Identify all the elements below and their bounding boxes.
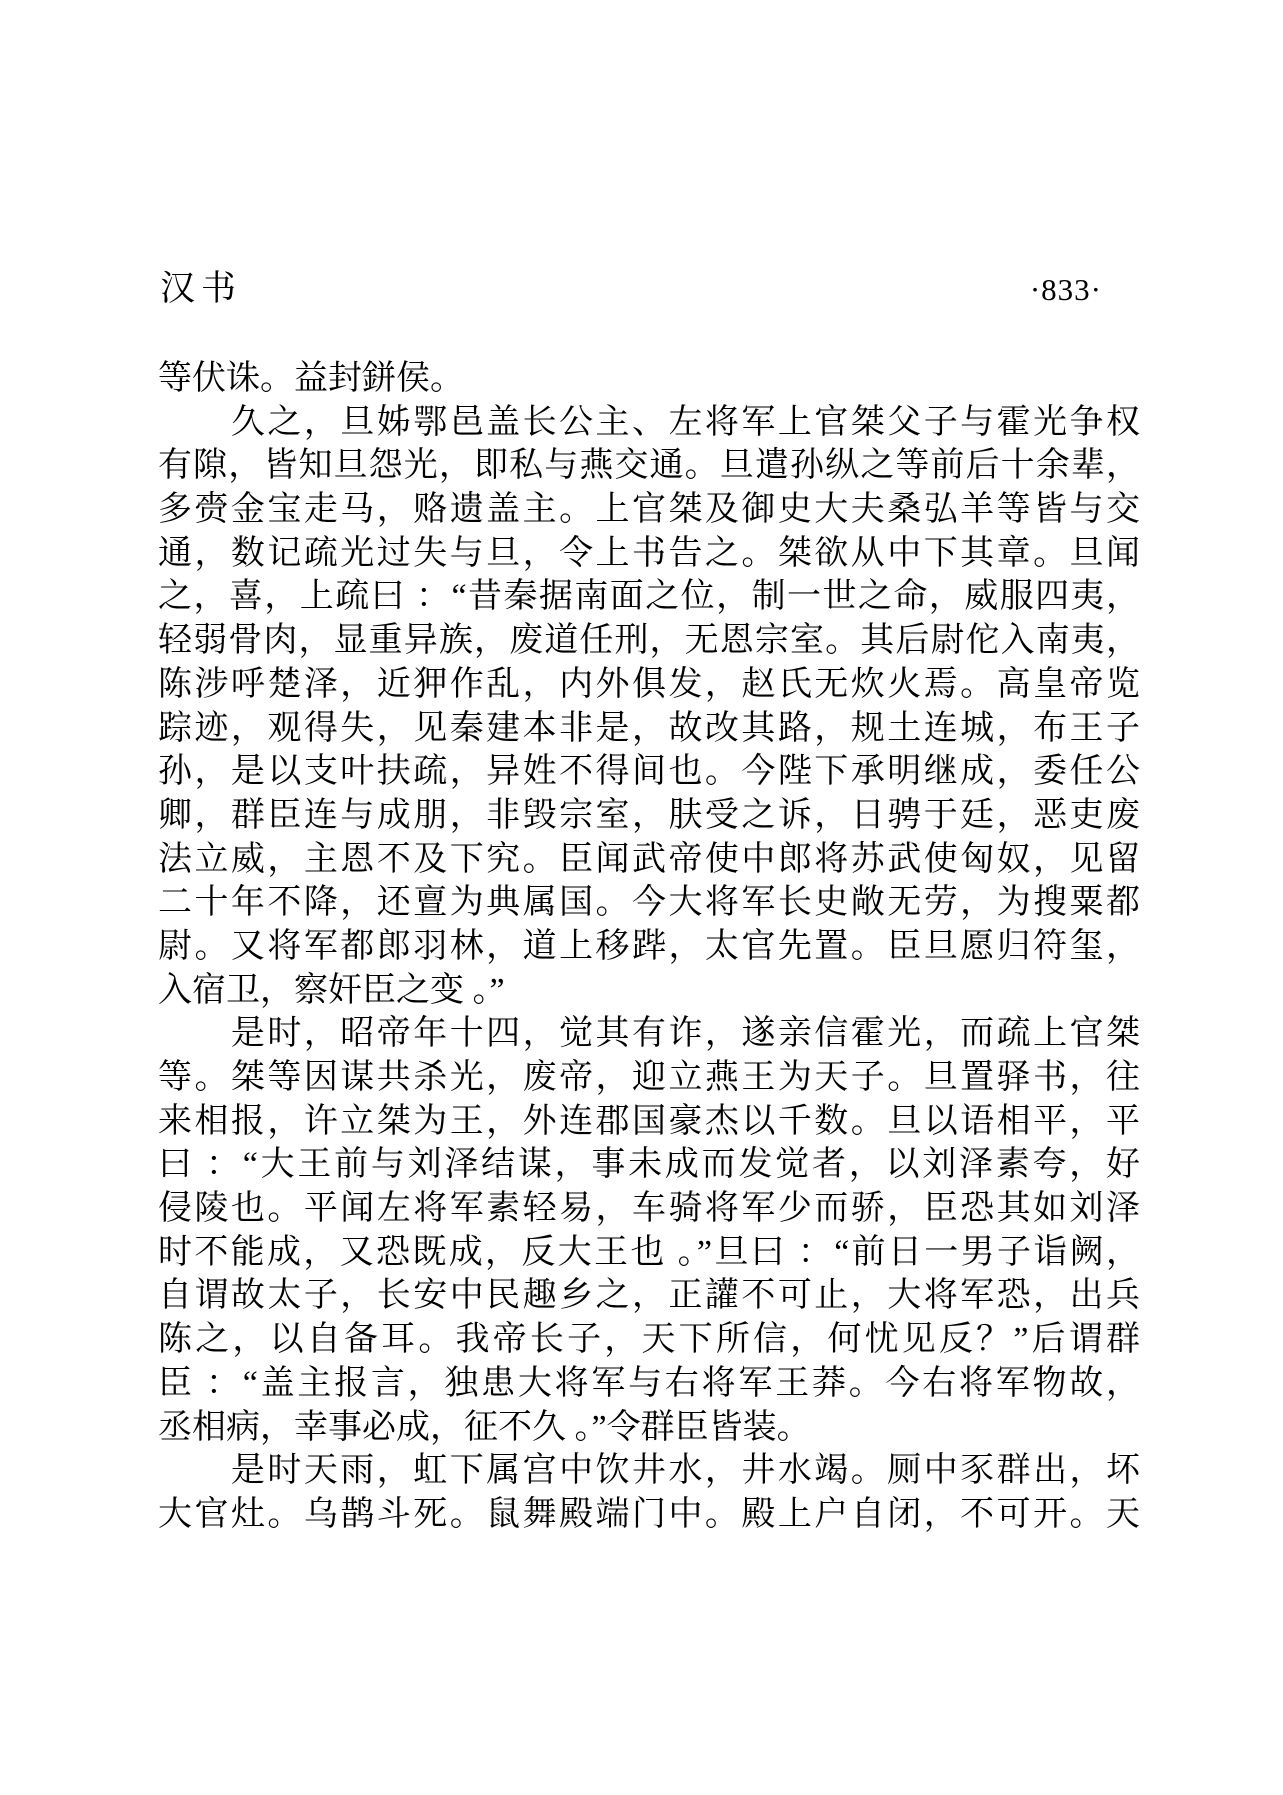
text-line: 是时天雨，虹下属宫中饮井水，井水竭。厕中豕群出，坏 — [158, 1452, 1140, 1490]
book-title: 汉书 — [160, 269, 243, 308]
text-line: 时不能成，又恐既成，反大王也 。”旦曰 ：“前日一男子诣阙， — [158, 1233, 1140, 1271]
text-line: 之，喜，上疏曰 ：“昔秦据南面之位，制一世之命，威服四夷， — [158, 578, 1140, 616]
page-number: ·833· — [1029, 272, 1102, 307]
text-line: 等伏诛。益封鉼侯。 — [158, 360, 464, 397]
text-line: 踪迹，观得失，见秦建本非是，故改其路，规土连城，布王子 — [158, 709, 1140, 747]
page-body — [158, 357, 1140, 1537]
text-line: 法立威，主恩不及下究。臣闻武帝使中郎将苏武使匈奴，见留 — [158, 840, 1140, 878]
text-line: 通，数记疏光过失与旦，令上书告之。桀欲从中下其章。旦闻 — [158, 534, 1140, 572]
text-line: 久之，旦姊鄂邑盖长公主、左将军上官桀父子与霍光争权 — [158, 403, 1140, 441]
text-line: 自谓故太子，长安中民趣乡之，正讙不可止，大将军恐，出兵 — [158, 1277, 1140, 1315]
text-line: 臣 ：“盖主报言，独患大将军与右将军王莽。今右将军物故， — [158, 1364, 1140, 1402]
text-line: 卿，群臣连与成朋，非毁宗室，肤受之诉，日骋于廷，恶吏废 — [158, 796, 1140, 834]
text-line: 侵陵也。平闻左将军素轻易，车骑将军少而骄，臣恐其如刘泽 — [158, 1190, 1140, 1228]
text-line: 曰 ：“大王前与刘泽结谋，事未成而发觉者，以刘泽素夸，好 — [158, 1146, 1140, 1184]
text-line: 等。桀等因谋共杀光，废帝，迎立燕王为天子。旦置驿书，往 — [158, 1059, 1140, 1096]
text-line: 陈之，以自备耳。我帝长子，天下所信，何忧见反？”后谓群 — [158, 1321, 1140, 1359]
text-line: 尉。又将军都郎羽林，道上移跸，太官先置。臣旦愿归符玺， — [158, 927, 1140, 965]
text-line: 来相报，许立桀为王，外连郡国豪杰以千数。旦以语相平，平 — [158, 1102, 1140, 1140]
text-line: 有隙，皆知旦怨光，即私与燕交通。旦遣孙纵之等前后十余辈， — [158, 447, 1140, 485]
text-line: 大官灶。乌鹊斗死。鼠舞殿端门中。殿上户自闭，不可开。天 — [158, 1495, 1140, 1533]
text-line: 多赍金宝走马，赂遗盖主。上官桀及御史大夫桑弘羊等皆与交 — [158, 491, 1140, 529]
text-line: 丞相病，幸事必成，征不久 。”令群臣皆装。 — [158, 1408, 811, 1446]
text-line: 入宿卫，察奸臣之变 。” — [158, 971, 505, 1009]
text-line: 二十年不降，还亶为典属国。今大将军长史敞无劳，为搜粟都 — [158, 884, 1140, 922]
text-line: 轻弱骨肉，显重异族，废道任刑，无恩宗室。其后尉佗入南夷， — [158, 622, 1140, 660]
running-header — [158, 270, 1140, 312]
text-line: 是时，昭帝年十四，觉其有诈，遂亲信霍光，而疏上官桀 — [158, 1015, 1140, 1053]
text-line: 孙，是以支叶扶疏，异姓不得间也。今陛下承明继成，委任公 — [158, 753, 1140, 791]
text-line: 陈涉呼楚泽，近狎作乱，内外俱发，赵氏无炊火焉。高皇帝览 — [158, 665, 1140, 703]
